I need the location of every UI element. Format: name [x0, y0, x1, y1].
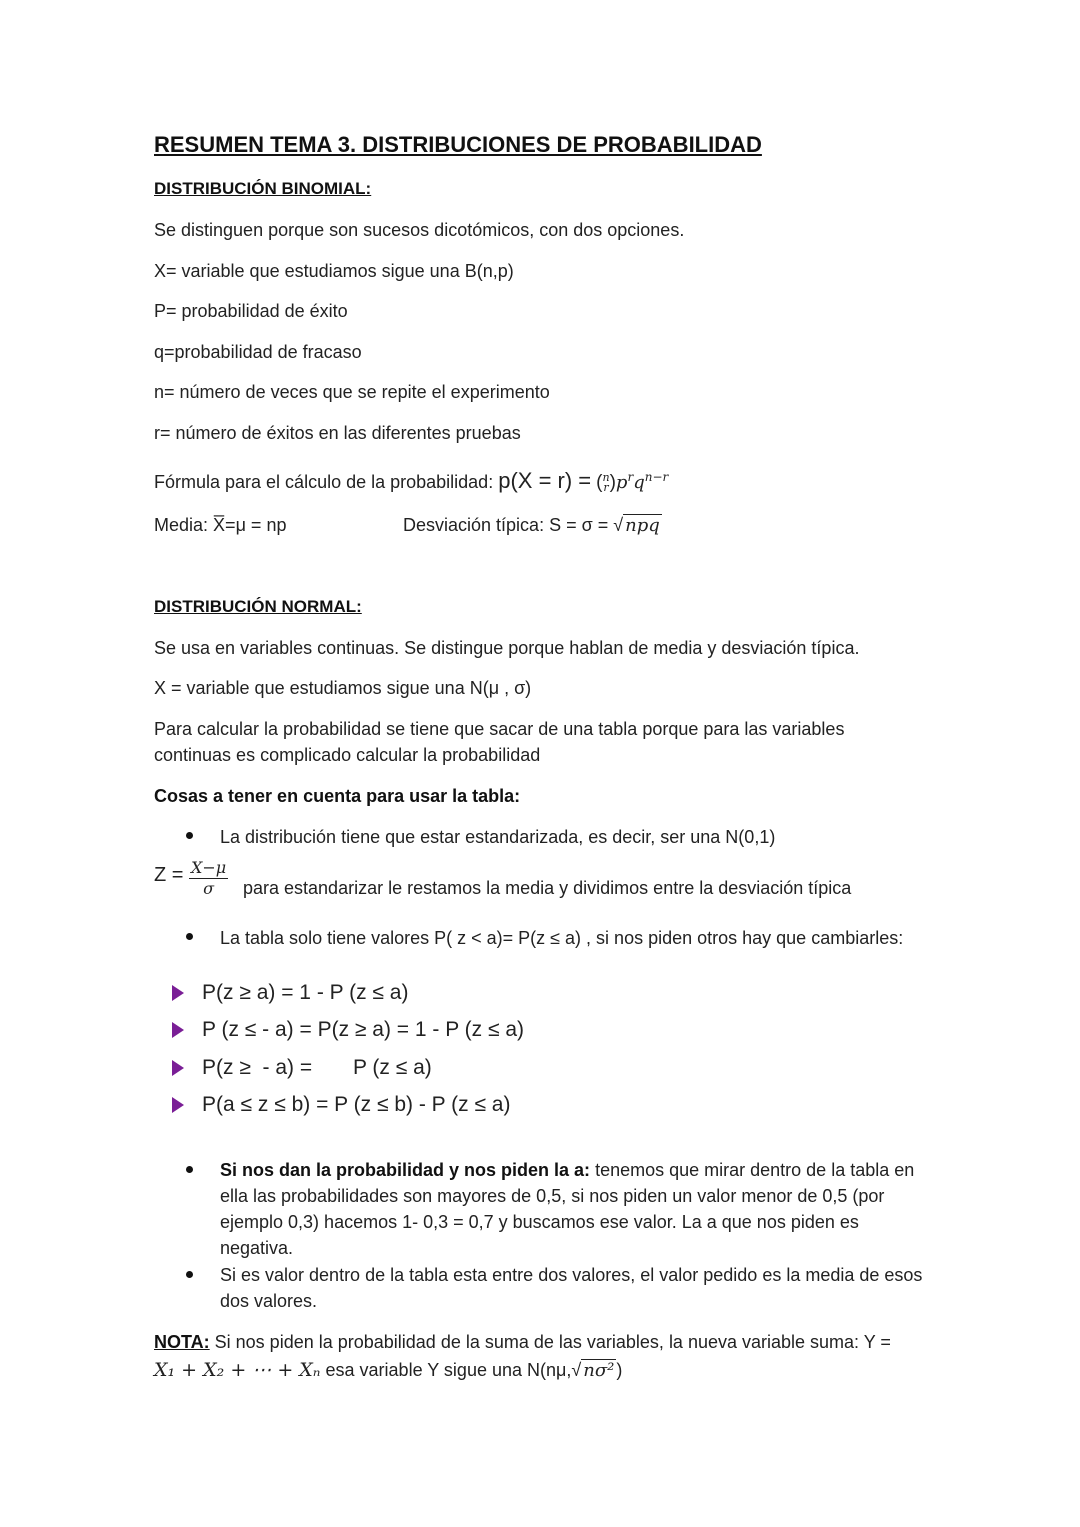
z-numerator: X−μ	[191, 858, 227, 877]
triangle-bullet-icon	[172, 1060, 184, 1076]
desviacion-label: Desviación típica: S = σ =	[403, 515, 609, 535]
formula-q: q	[633, 472, 645, 493]
page-title: RESUMEN TEMA 3. DISTRIBUCIONES DE PROBABILIDAD	[154, 132, 762, 157]
bullet-between-values-line1: Si es valor dentro de la tabla esta entre dos valores, el valor pedido es la media de esos	[220, 1265, 923, 1285]
bullet-dot	[186, 1166, 193, 1173]
rule-2: P (z ≤ - a) = P(z ≥ a) = 1 - P (z ≤ a)	[202, 1018, 525, 1041]
desviacion-root: npq	[625, 515, 660, 536]
bullet-between-values-line2: dos valores.	[220, 1291, 318, 1311]
bullet-given-probability-rest: tenemos que mirar dentro de la tabla en	[590, 1160, 915, 1180]
bullet-table-values: La tabla solo tiene valores P( z < a)= P(z ≤ a) , si nos piden otros hay que cambiarles:	[220, 928, 904, 948]
triangle-bullet-icon	[172, 1097, 184, 1113]
formula-lhs: p(X = r) =	[498, 468, 592, 493]
definition-x: X= variable que estudiamos sigue una B(n,p)	[154, 261, 514, 281]
nota-root: nσ²	[583, 1360, 615, 1381]
formula-exp-r: r	[627, 470, 634, 484]
normal-variable: X = variable que estudiamos sigue una N(μ , σ)	[154, 678, 532, 698]
definition-r: r= número de éxitos en las diferentes pruebas	[154, 423, 521, 443]
nota-close: )	[616, 1360, 623, 1380]
desviacion-formula: Desviación típica: S = σ = √ npq	[403, 515, 660, 536]
bullet-given-probability-line4: negativa.	[220, 1238, 294, 1258]
normal-intro: Se usa en variables continuas. Se distingue porque hablan de media y desviación típica.	[154, 638, 860, 658]
z-denominator: σ	[203, 879, 215, 898]
bullet-standardized: La distribución tiene que estar estandarizada, es decir, ser una N(0,1)	[220, 827, 776, 847]
z-explanation: para estandarizar le restamos la media y dividimos entre la desviación típica	[243, 878, 852, 898]
formula-exp-nr: n−r	[644, 470, 669, 484]
normal-heading: DISTRIBUCIÓN NORMAL:	[154, 597, 362, 616]
formula-label: Fórmula para el cálculo de la probabilidad:	[154, 472, 494, 492]
normal-para-line1: Para calcular la probabilidad se tiene que sacar de una tabla porque para las variables	[154, 719, 845, 739]
rule-3: P(z ≥ - a) = P (z ≤ a)	[202, 1056, 432, 1079]
normal-para-line2: continuas es complicado calcular la probabilidad	[154, 745, 541, 765]
formula-p: p	[615, 472, 628, 493]
bullet-dot	[186, 933, 193, 940]
definition-n: n= número de veces que se repite el experimento	[154, 382, 550, 402]
nota-line2: X₁ + X₂ + ⋯ + Xₙ esa variable Y sigue una N(nμ,√ nσ² )	[154, 1359, 623, 1381]
media-label: Media:	[154, 515, 209, 535]
bullet-given-probability-bold: Si nos dan la probabilidad y nos piden la a:	[220, 1160, 591, 1180]
bullet-given-probability-line2: ella las probabilidades son mayores de 0,5, si nos piden un valor menor de 0,5 (por	[220, 1186, 885, 1206]
z-lhs: Z =	[154, 864, 184, 886]
nota-line1	[154, 1331, 891, 1353]
bullet-given-probability-line3: ejemplo 0,3) hacemos 1- 0,3 = 0,7 y buscamos ese valor. La a que nos piden es	[220, 1212, 859, 1232]
binomial-heading: DISTRIBUCIÓN BINOMIAL:	[154, 179, 372, 198]
cosas-heading: Cosas a tener en cuenta para usar la tabla:	[154, 786, 521, 806]
binom-bottom: r	[603, 481, 609, 495]
media-formula	[154, 514, 286, 536]
binomial-formula: Fórmula para el cálculo de la probabilidad: p(X = r) = ( n r )$p^rq^{n-r}$	[154, 468, 669, 495]
rule-4: P(a ≤ z ≤ b) = P (z ≤ b) - P (z ≤ a)	[202, 1093, 511, 1116]
bullet-dot	[186, 1271, 193, 1278]
nota-label: NOTA:	[154, 1332, 210, 1352]
binomial-intro: Se distinguen porque son sucesos dicotómicos, con dos opciones.	[154, 220, 685, 240]
definition-p: P= probabilidad de éxito	[154, 301, 348, 321]
nota-text-2: esa variable Y sigue una N(nμ,	[320, 1360, 572, 1380]
media-value: X̅=μ = np	[213, 515, 287, 535]
binom-top: n	[602, 471, 610, 485]
triangle-bullet-icon	[172, 1022, 184, 1038]
z-fraction	[189, 858, 228, 899]
triangle-bullet-icon	[172, 985, 184, 1001]
nota-sum: X₁ + X₂ + ⋯ + Xₙ	[154, 1359, 321, 1381]
bullet-dot	[186, 832, 193, 839]
rule-1: P(z ≥ a) = 1 - P (z ≤ a)	[202, 981, 409, 1004]
bullet-given-probability-line1	[220, 1159, 914, 1181]
definition-q: q=probabilidad de fracaso	[154, 342, 362, 362]
nota-text: Si nos piden la probabilidad de la suma de las variables, la nueva variable suma: Y =	[209, 1332, 891, 1352]
